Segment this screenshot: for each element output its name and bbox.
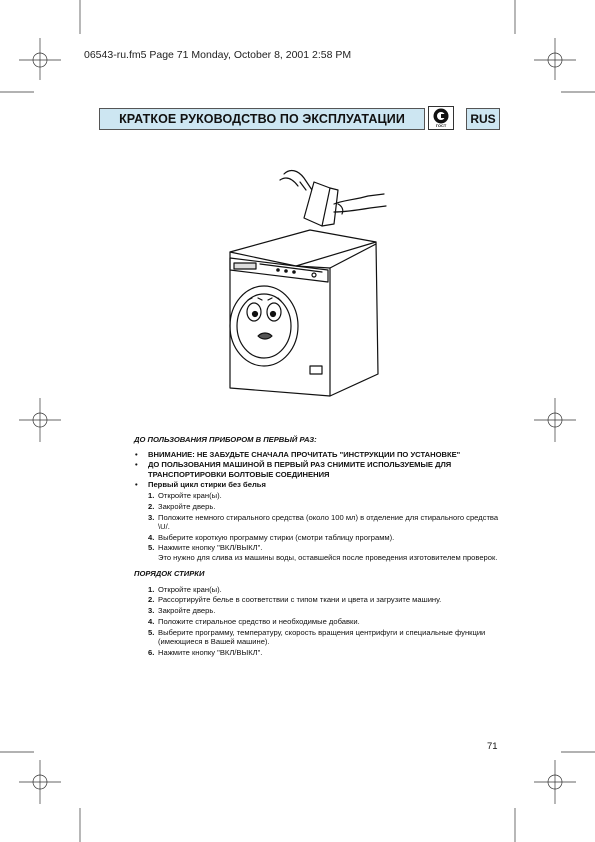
crop-mark-top-left: [0, 0, 80, 92]
print-header: 06543-ru.fm5 Page 71 Monday, October 8, 2001 2:58 PM: [84, 49, 352, 61]
crop-mark-bottom-left: [0, 752, 80, 842]
list-item: 2. Закройте дверь.: [148, 501, 216, 511]
crop-mark-left-middle: [19, 398, 61, 442]
crop-mark-right-middle: [534, 398, 576, 442]
list-item: 2. Рассортируйте белье в соответствии с типом ткани и цвета и загрузите машину.: [148, 595, 442, 605]
washing-machine-icon: [230, 230, 378, 396]
first-use-heading: ДО ПОЛЬЗОВАНИЯ ПРИБОРОМ В ПЕРВЫЙ РАЗ:: [134, 435, 317, 444]
list-item: 1. Откройте кран(ы).: [148, 584, 222, 594]
washing-order-heading: ПОРЯДОК СТИРКИ: [134, 569, 205, 579]
list-item: • ВНИМАНИЕ: НЕ ЗАБУДЬТЕ СНАЧАЛА ПРОЧИТАТЬ "ИНСТРУКЦИИ ПО УСТАНОВКЕ": [134, 450, 504, 459]
washing-machine-illustration: [218, 160, 408, 398]
list-item: 4. Положите стиральное средство и необходимые добавки.: [148, 617, 360, 626]
list-item: 3. Закройте дверь.: [148, 606, 216, 616]
hands-with-manual-icon: [280, 171, 386, 226]
page-title: КРАТКОЕ РУКОВОДСТВО ПО ЭКСПЛУАТАЦИИ: [99, 108, 425, 130]
list-item: • Первый цикл стирки без белья: [134, 480, 504, 489]
list-item: • ДО ПОЛЬЗОВАНИЯ МАШИНОЙ В ПЕРВЫЙ РАЗ СНИМИТЕ ИСПОЛЬЗУЕМЫЕ ДЛЯ ТРАНСПОРТИРОВКИ БОЛТОВЫЕ СОЕДИНЕНИЯ: [134, 460, 504, 478]
list-item: 1. Откройте кран(ы).: [148, 491, 222, 501]
first-use-bullets: [134, 450, 504, 489]
washing-order-steps: [134, 585, 504, 657]
crop-mark-top-right: [515, 0, 595, 92]
page-number: 71: [487, 741, 498, 752]
crop-mark-bottom-right: [515, 752, 595, 842]
list-item: 4. Выберите короткую программу стирки (смотри таблицу программ).: [148, 532, 395, 542]
gost-label: ГОСТ: [435, 123, 447, 128]
first-use-steps: [134, 491, 504, 562]
list-item: 3. Положите немного стирального средства (около 100 мл) в отделение для стирального средства \U/.: [148, 512, 499, 531]
content-area: [134, 435, 504, 659]
list-item: 5. Выберите программу, температуру, скорость вращения центрифуги и специальные функции (имеющиеся в Вашей машине).: [148, 627, 486, 646]
language-badge: RUS: [466, 108, 500, 130]
list-item: 5. Нажмите кнопку "ВКЛ/ВЫКЛ". Это нужно для слива из машины воды, оставшейся после проведения изготовителем проверок.: [148, 543, 498, 562]
gost-certification-mark: [428, 106, 454, 130]
list-item: 6. Нажмите кнопку "ВКЛ/ВЫКЛ".: [148, 647, 263, 657]
